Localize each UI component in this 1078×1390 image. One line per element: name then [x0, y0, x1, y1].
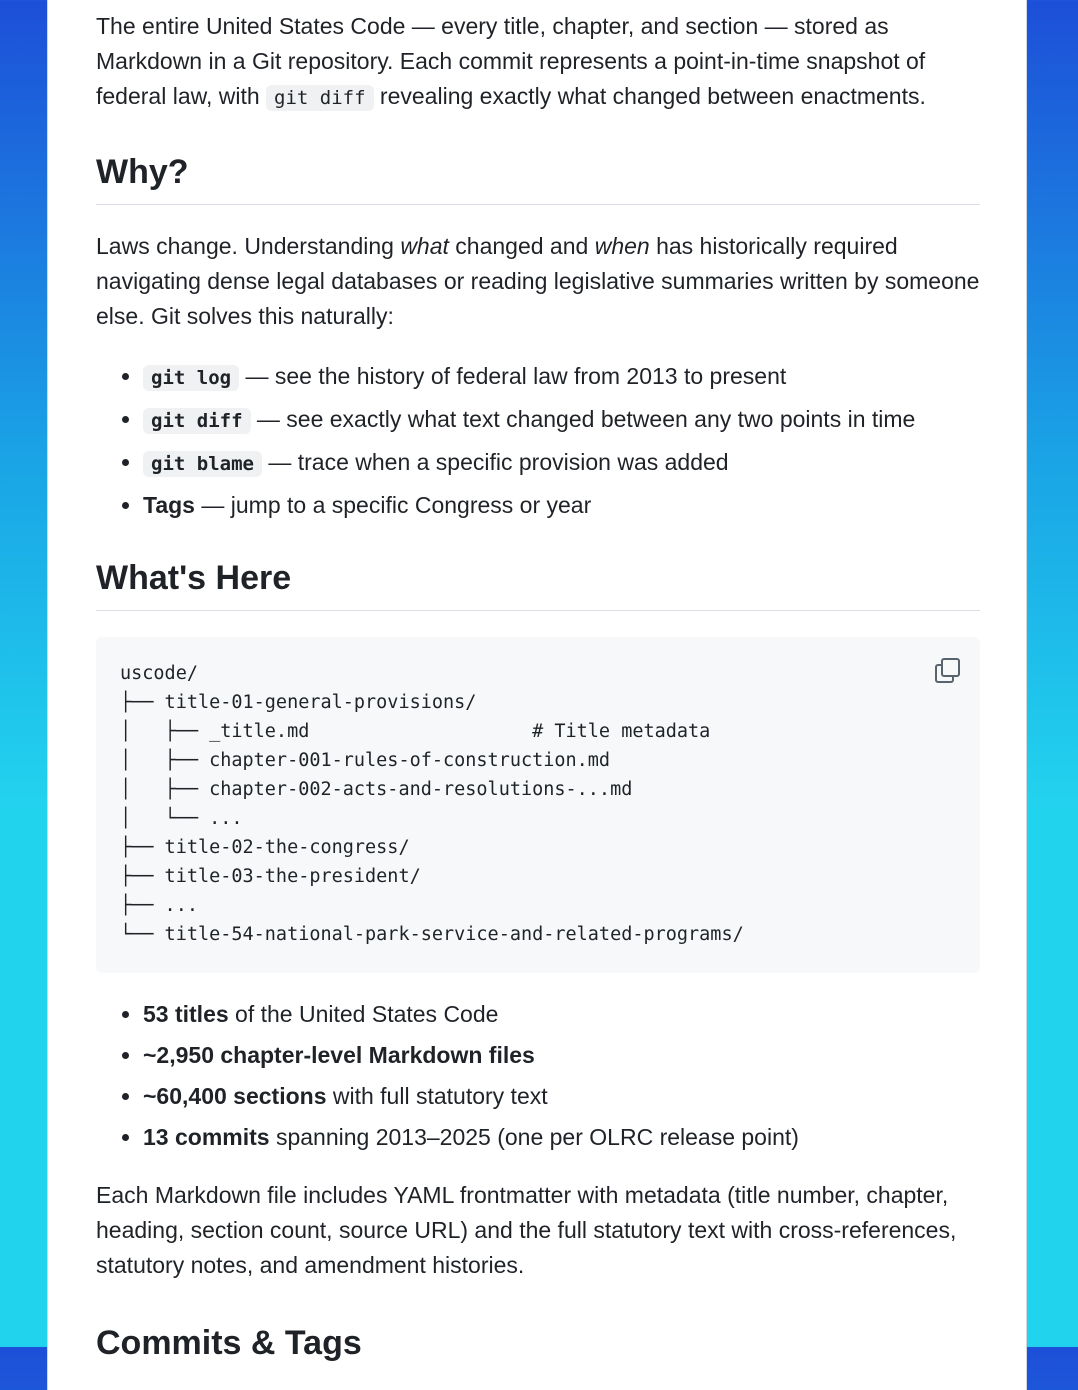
- intro-paragraph: The entire United States Code — every title, chapter, and section — stored as Markdown in a Git repository. Each commit represents a point-in-time snapshot of federal law, with git diff revealing exactly what changed between enactments.: [96, 13, 926, 109]
- heading-whats-here: What's Here: [96, 556, 980, 611]
- list-item: • 13 commits spanning 2013–2025 (one per OLRC release point): [143, 1117, 1027, 1158]
- directory-tree-codeblock: [96, 637, 980, 973]
- readme-page: [47, 0, 1027, 1390]
- markdown-description-paragraph: Each Markdown file includes YAML frontmatter with metadata (title number, chapter, heading, section count, source URL) and the full statutory text with cross-references, statutory notes, and amendment histories.: [96, 1182, 957, 1278]
- stats-list: [96, 994, 1027, 1158]
- list-item: • Tags — jump to a specific Congress or year: [143, 485, 1027, 526]
- heading-commits-tags: Commits & Tags: [96, 1324, 362, 1362]
- list-item: • ~60,400 sections with full statutory text: [143, 1076, 1027, 1117]
- list-item: • git diff — see exactly what text changed between any two points in time: [143, 399, 1027, 442]
- inline-code: git diff: [266, 85, 374, 111]
- heading-why: Why?: [96, 150, 980, 205]
- list-item: • git log — see the history of federal law from 2013 to present: [143, 356, 1027, 399]
- list-item: • ~2,950 chapter-level Markdown files: [143, 1035, 1027, 1076]
- list-item: • 53 titles of the United States Code: [143, 994, 1027, 1035]
- copy-icon[interactable]: [932, 655, 960, 683]
- directory-tree: uscode/ ├── title-01-general-provisions/ │ ├── _title.md # Title metadata │ ├── chapter-001-rules-of-construction.md │ ├── chapter-002-acts-and-resolutions-...md │ └── ... ├── title-02-the-congress/ ├── title-03-the-president/ ├── ... └── title-54-national-park-service-and-related-programs/: [120, 663, 744, 945]
- git-commands-list: [96, 356, 1027, 526]
- list-item: • git blame — trace when a specific provision was added: [143, 442, 1027, 485]
- why-paragraph: Laws change. Understanding what changed and when has historically required navigating dense legal databases or reading legislative summaries written by someone else. Git solves this naturally:: [96, 233, 980, 329]
